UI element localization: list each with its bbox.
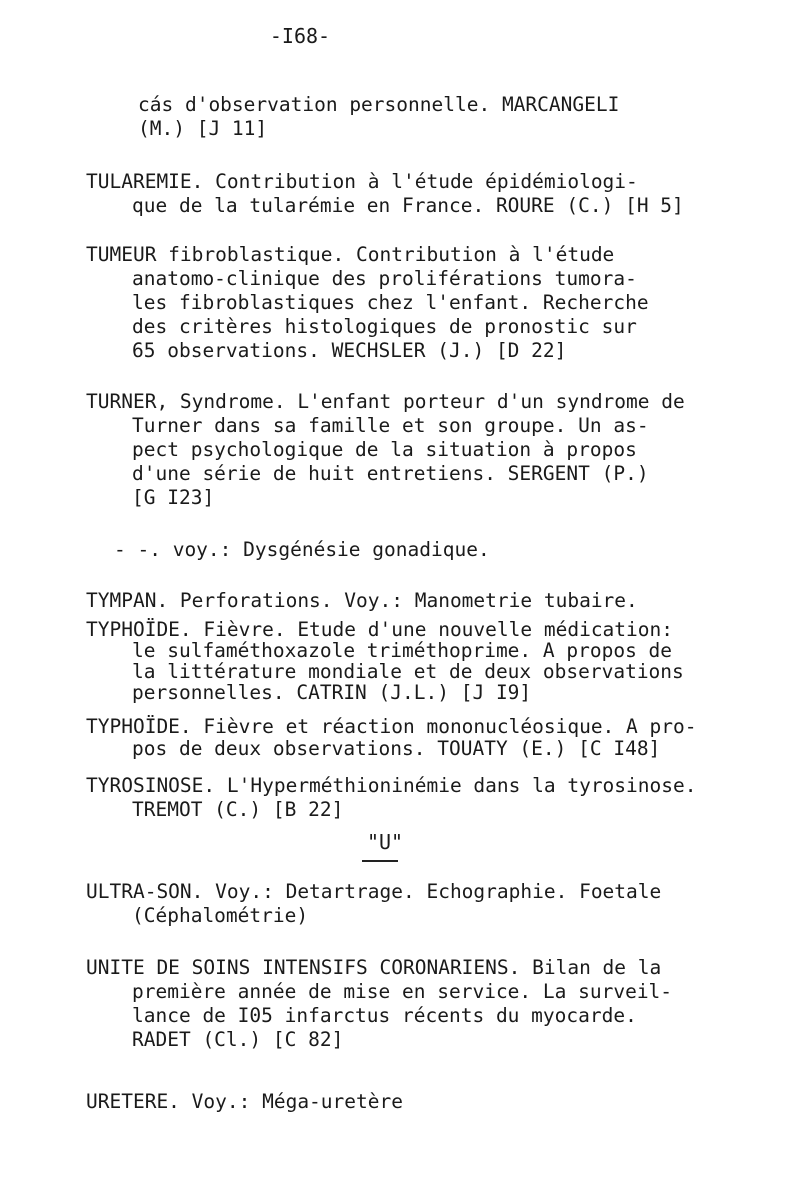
index-entry: [86, 956, 740, 1052]
entry-line: anatomo-clinique des proliférations tumora-: [132, 267, 637, 290]
entry-line: (M.) [J 11]: [138, 117, 268, 140]
entry-line: pect psychologique de la situation à propos: [132, 438, 637, 461]
entry-line: ULTRA-SON. Voy.: Detartrage. Echographie. Foetale: [86, 880, 662, 903]
index-entry: [86, 93, 740, 141]
entry-line: lance de I05 infarctus récents du myocarde.: [132, 1004, 637, 1027]
entry-line: TREMOT (C.) [B 22]: [132, 798, 344, 821]
index-entry: [86, 774, 740, 822]
entry-line: RADET (Cl.) [C 82]: [132, 1028, 344, 1051]
entry-line: 65 observations. WECHSLER (J.) [D 22]: [132, 339, 567, 362]
index-entry: [86, 589, 740, 613]
entry-line: cás d'observation personnelle. MARCANGELI: [138, 93, 620, 116]
entry-line: Turner dans sa famille et son groupe. Un as-: [132, 414, 649, 437]
entry-line: - -. voy.: Dysgénésie gonadique.: [114, 538, 490, 561]
entry-line: le sulfaméthoxazole triméthoprime. A propos de: [132, 639, 673, 662]
entry-line: personnelles. CATRIN (J.L.) [J I9]: [132, 681, 532, 704]
index-entry: [86, 618, 740, 702]
index-entry: [86, 1090, 740, 1114]
entry-line: d'une série de huit entretiens. SERGENT (P.): [132, 462, 649, 485]
index-entry: [86, 538, 740, 562]
section-heading: "U": [366, 830, 404, 854]
section-divider: [362, 860, 398, 862]
entry-line: la littérature mondiale et de deux observations: [132, 660, 684, 683]
entry-line: TUMEUR fibroblastique. Contribution à l'étude: [86, 243, 615, 266]
entry-line: [G I23]: [132, 486, 215, 509]
entry-line: TYPHOÏDE. Fièvre. Etude d'une nouvelle médication:: [86, 618, 673, 641]
page-number: -I68-: [269, 24, 331, 48]
entry-line: TYPHOÏDE. Fièvre et réaction mononucléosique. A pro-: [86, 715, 697, 738]
entry-line: TYMPAN. Perforations. Voy.: Manometrie tubaire.: [86, 589, 638, 612]
entry-line: pos de deux observations. TOUATY (E.) [C I48]: [132, 737, 661, 760]
index-entry: [86, 390, 740, 510]
entry-line: TURNER, Syndrome. L'enfant porteur d'un syndrome de: [86, 390, 685, 413]
index-entry: [86, 715, 740, 759]
entry-line: TYROSINOSE. L'Hyperméthioninémie dans la tyrosinose.: [86, 774, 697, 797]
entry-line: les fibroblastiques chez l'enfant. Recherche: [132, 291, 649, 314]
entry-line: URETERE. Voy.: Méga-uretère: [86, 1090, 403, 1113]
entry-line: des critères histologiques de pronostic sur: [132, 315, 637, 338]
index-entry: [86, 880, 740, 928]
entry-line: (Céphalométrie): [132, 904, 309, 927]
entry-line: TULAREMIE. Contribution à l'étude épidémiologi-: [86, 170, 638, 193]
entry-line: première année de mise en service. La surveil-: [132, 980, 673, 1003]
entry-line: UNITE DE SOINS INTENSIFS CORONARIENS. Bilan de la: [86, 956, 662, 979]
index-entry: [86, 170, 740, 218]
entry-line: que de la tularémie en France. ROURE (C.) [H 5]: [132, 194, 684, 217]
index-entry: [86, 243, 740, 363]
